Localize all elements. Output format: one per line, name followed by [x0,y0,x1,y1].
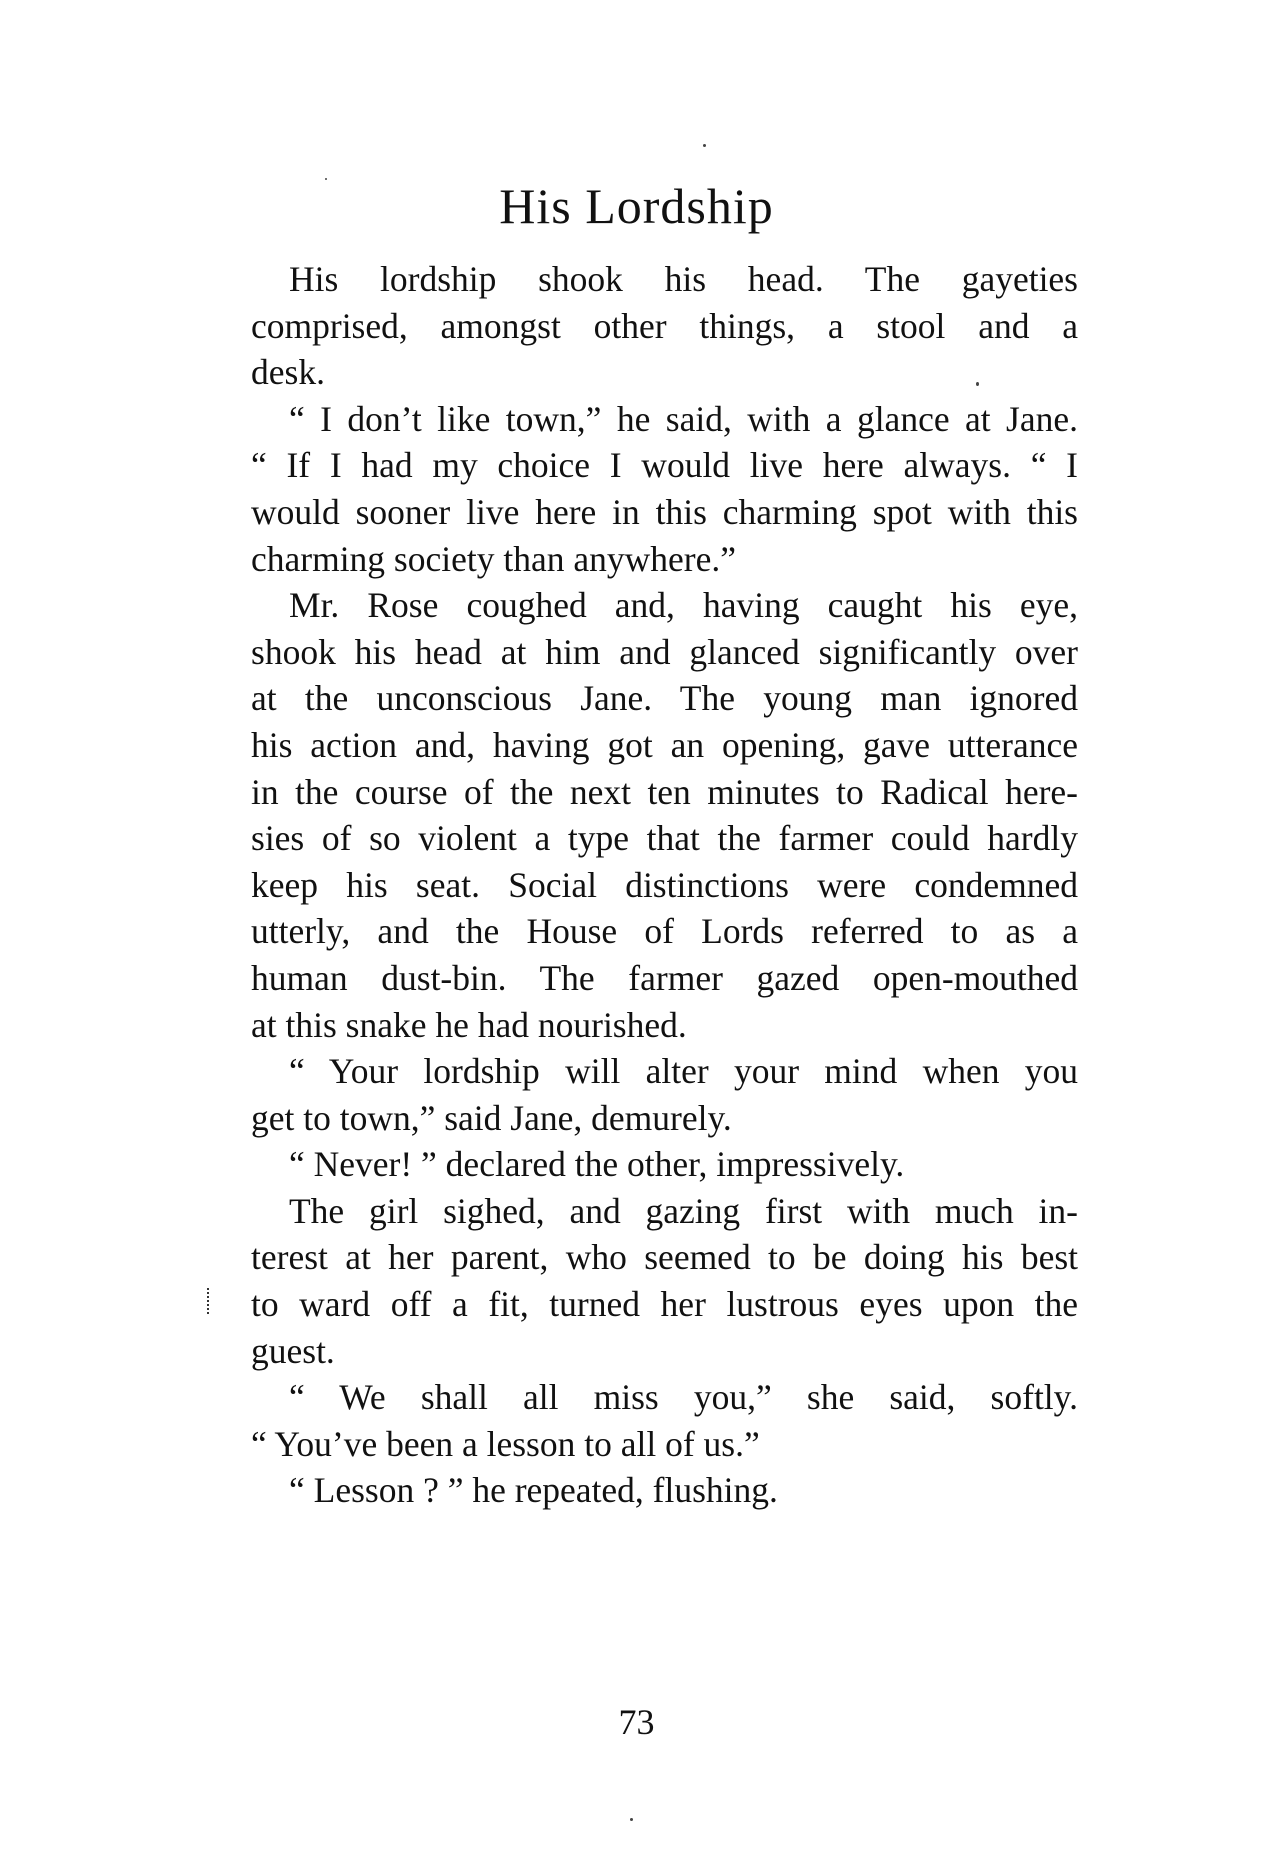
running-head: His Lordship [499,178,774,234]
scan-speck [325,178,327,180]
text-line: in the course of the next ten minutes to Radical here- [251,771,1078,812]
text-line: his action and, having got an opening, gave utterance [251,724,1078,765]
margin-mark [207,1288,212,1314]
text-line: comprised, amongst other things, a stool and a [251,305,1078,346]
text-line: at the unconscious Jane. The young man ignored [251,678,1078,719]
text-line: get to town,” said Jane, demurely. [251,1097,732,1138]
text-line: “ We shall all miss you,” she said, softly. [289,1377,1078,1418]
text-line: keep his seat. Social distinctions were condemned [251,864,1078,905]
text-line: sies of so violent a type that the farmer could hardly [251,818,1078,859]
text-line: shook his head at him and glanced significantly over [251,631,1078,672]
scan-speck [703,144,706,147]
text-line: utterly, and the House of Lords referred to as a [251,911,1078,952]
text-line: “ Lesson ? ” he repeated, flushing. [289,1470,778,1511]
text-line: “ I don’t like town,” he said, with a glance at Jane. [289,398,1078,439]
text-line: “ If I had my choice I would live here always. “ I [251,445,1078,486]
scan-speck [630,1818,633,1821]
text-line: guest. [251,1330,335,1371]
text-line: desk. [251,352,325,393]
text-line: “ You’ve been a lesson to all of us.” [251,1423,760,1464]
text-line: to ward off a fit, turned her lustrous eyes upon the [251,1284,1078,1325]
text-line: at this snake he had nourished. [251,1004,687,1045]
text-line: terest at her parent, who seemed to be doing his best [251,1237,1078,1278]
scan-speck [976,382,979,386]
text-line: human dust-bin. The farmer gazed open-mouthed [251,957,1078,998]
text-line: charming society than anywhere.” [251,538,736,579]
text-line: “ Your lordship will alter your mind when you [289,1051,1078,1092]
text-line: The girl sighed, and gazing first with much in- [289,1190,1078,1231]
text-line: Mr. Rose coughed and, having caught his eye, [289,585,1078,626]
page-number: 73 [618,1702,655,1742]
text-line: “ Never! ” declared the other, impressively. [289,1144,905,1185]
body-text [251,256,1078,1514]
text-line: would sooner live here in this charming spot with this [251,491,1078,532]
text-line: His lordship shook his head. The gayeties [289,259,1078,299]
